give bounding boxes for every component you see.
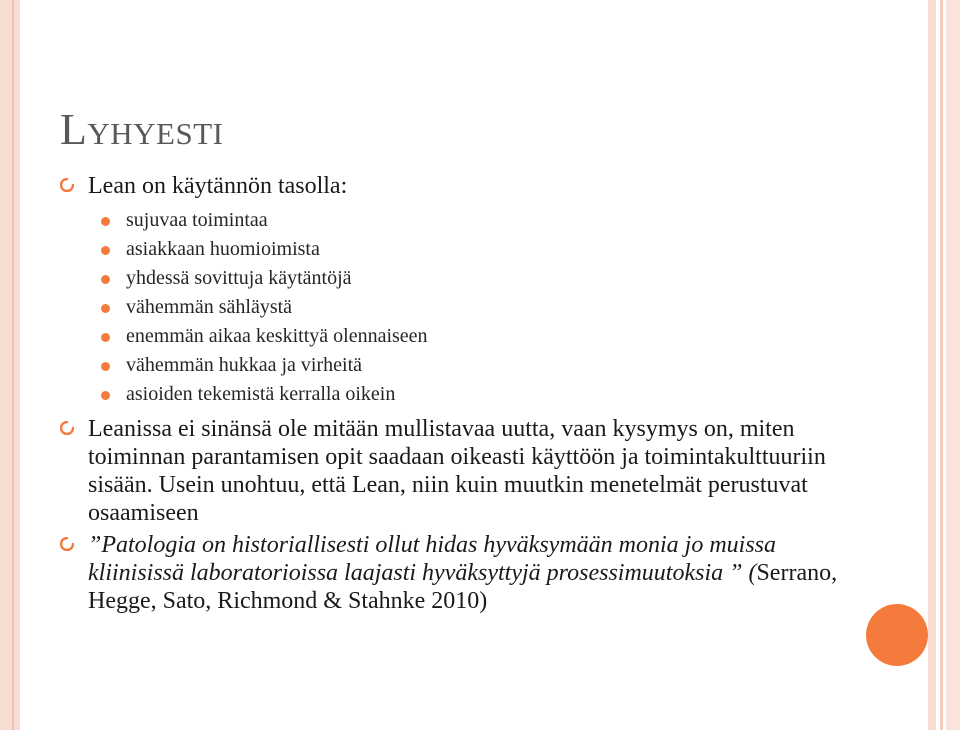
ring-bullet-icon bbox=[60, 178, 74, 192]
sub-item-text: sujuvaa toimintaa bbox=[126, 209, 268, 231]
sub-item bbox=[60, 351, 840, 380]
bullet-2 bbox=[60, 415, 840, 527]
sub-item-text: vähemmän hukkaa ja virheitä bbox=[126, 354, 363, 376]
right-bar-2 bbox=[940, 0, 943, 730]
sub-item-text: yhdessä sovittuja käytäntöjä bbox=[126, 267, 352, 289]
sub-item-text: vähemmän sähläystä bbox=[126, 296, 293, 318]
dot-bullet-icon bbox=[101, 304, 110, 313]
right-bar-1 bbox=[928, 0, 936, 730]
slide-title: Lyhyesti bbox=[60, 105, 224, 154]
sub-item bbox=[60, 293, 840, 322]
sub-item-text: asiakkaan huomioimista bbox=[126, 238, 320, 260]
ring-bullet-icon bbox=[60, 421, 74, 435]
sub-item bbox=[60, 206, 840, 235]
left-decorative-bar bbox=[0, 0, 20, 730]
sub-item bbox=[60, 380, 840, 409]
right-decorative-bars bbox=[928, 0, 960, 730]
bullet-1 bbox=[60, 172, 840, 200]
dot-bullet-icon bbox=[101, 246, 110, 255]
bullet-1-sublist bbox=[60, 206, 840, 409]
dot-bullet-icon bbox=[101, 362, 110, 371]
slide-content bbox=[60, 172, 840, 617]
sub-item-text: enemmän aikaa keskittyä olennaiseen bbox=[126, 325, 428, 347]
bullet-3 bbox=[60, 531, 840, 615]
dot-bullet-icon bbox=[101, 217, 110, 226]
sub-item bbox=[60, 322, 840, 351]
bullet-1-text: Lean on käytännön tasolla: bbox=[88, 173, 348, 199]
right-bar-3 bbox=[946, 0, 960, 730]
accent-circle bbox=[866, 604, 928, 666]
bullet-3-citation: Serrano, Hegge, Sato, Richmond & Stahnke 2010) bbox=[88, 560, 838, 614]
sub-item bbox=[60, 264, 840, 293]
ring-bullet-icon bbox=[60, 537, 74, 551]
bullet-2-text: Leanissa ei sinänsä ole mitään mullistavaa uutta, vaan kysymys on, miten toiminnan parantamisen opit saadaan oikeasti käyttöön ja toimintakulttuuriin sisään. Usein unohtuu, että Lean, niin kuin muutkin menetelmät perustuvat osaamiseen bbox=[88, 416, 826, 526]
dot-bullet-icon bbox=[101, 391, 110, 400]
dot-bullet-icon bbox=[101, 333, 110, 342]
sub-item-text: asioiden tekemistä kerralla oikein bbox=[126, 383, 396, 405]
sub-item bbox=[60, 235, 840, 264]
bullet-3-quote: ”Patologia on historiallisesti ollut hidas hyväksymään monia jo muissa kliinisissä laboratorioissa laajasti hyväksyttyjä prosessimuutoksia ” ( bbox=[88, 532, 777, 586]
dot-bullet-icon bbox=[101, 275, 110, 284]
